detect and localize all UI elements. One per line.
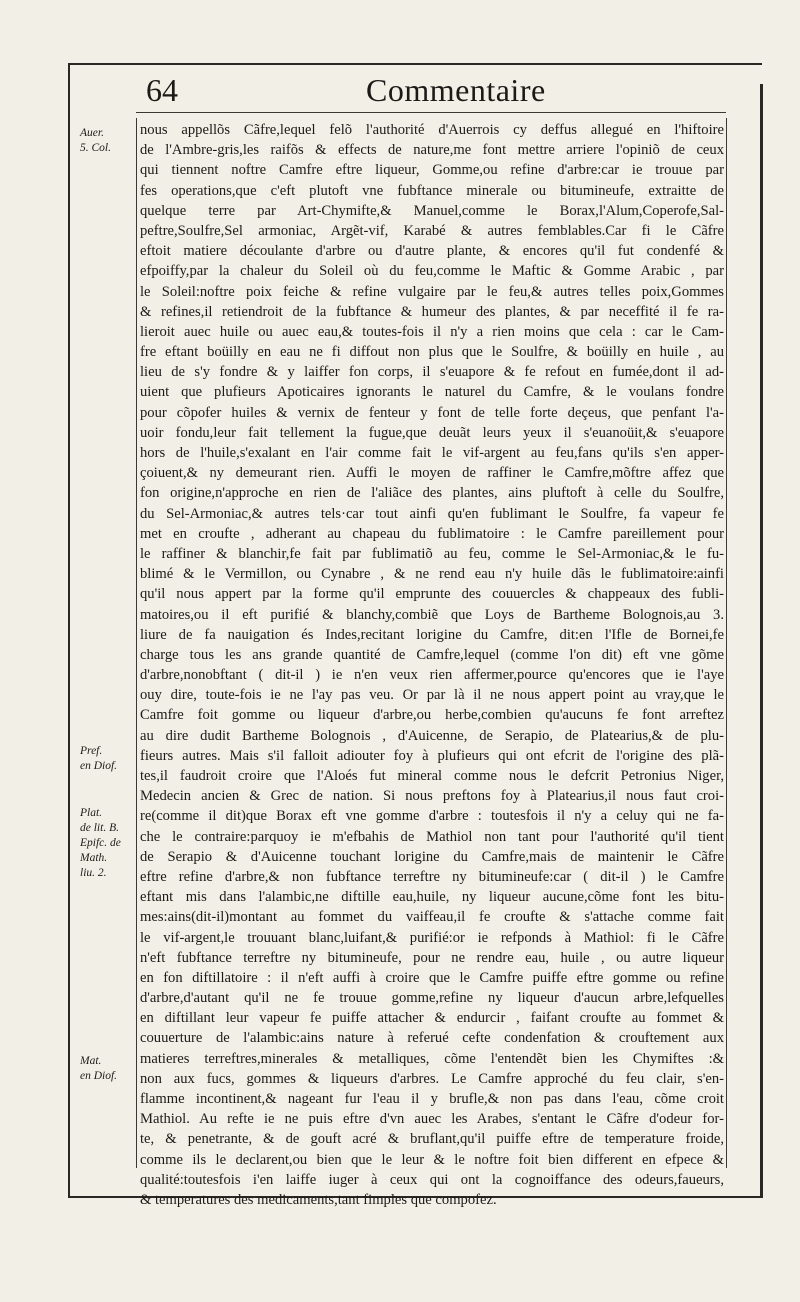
text-line: qu'il nous appert par la forme qu'il emprunte des couuercles & chappeaux des fubli-	[140, 586, 724, 603]
running-title: Commentaire	[366, 72, 546, 108]
text-line: non aux fucs, gommes & liqueurs d'arbres. Le Camfre approché du feu clair, s'en-	[140, 1070, 724, 1087]
margin-note-line: de lit. B.	[80, 822, 119, 834]
margin-note-line: Pref.	[80, 745, 103, 757]
text-line: pour cõpofer huiles & vernix de fenteur y font de telle forte deçeus, que penfant l'a-	[140, 404, 724, 421]
margin-note-line: Plat.	[80, 807, 103, 819]
text-block-rule-left	[136, 118, 137, 1168]
text-line: le raffiner & blanchir,fe fait par fublimatiõ au feu, comme le Sel-Armoniac,& le fu-	[140, 545, 724, 562]
text-line: che le contraire:parquoy ie m'efbahis de Mathiol non tant pour l'authorité qu'il tient	[140, 828, 724, 845]
text-line: fre eftant boüilly en eau ne fi diffout non plus que le Soulfre, & boüilly en huile , au	[140, 344, 724, 361]
page-number: 64	[146, 72, 178, 108]
text-line: flamme incontinent,& nageant fur l'eau il y brufle,& non pas dans l'eau, cõme croit	[140, 1091, 724, 1107]
text-line: en diftillant leur vapeur fe puiffe attacher & endurcir , faifant croufte au fommet &	[140, 1010, 724, 1027]
text-block-rule-right	[726, 118, 727, 1168]
margin-note-line: Auer.	[80, 127, 104, 139]
margin-note-mat	[80, 1054, 134, 1084]
frame-rule-right	[760, 84, 763, 1198]
text-line: fieurs autres. Mais s'il falloit adiouter foy à plufieurs qui ont efcrit de l'origine des plã-	[140, 747, 724, 764]
commentary-text-block	[140, 120, 724, 1210]
text-line: d'arbre,nonobftant ( dit-il ) ie n'en veux rien affermer,pource qu'encores que ie l'aye	[140, 667, 724, 684]
text-line: qui tiennent noftre Camfre eftre liqueur, Gomme,ou refine d'arbre:car ie trouue par	[140, 162, 724, 179]
text-line: Medecin ancien & Grec de nation. Si nous preftons foy à Platearius,il nous faut croi-	[140, 788, 724, 805]
text-line: du Sel-Armoniac,& autres tels·car tout ainfi qu'en fublimant le Soulfre, fa vapeur fe	[140, 505, 724, 522]
text-line: met en croufte , adherant au chapeau du fublimatoire : le Camfre pareillement pour	[140, 525, 724, 542]
text-line: te, & penetrante, & de gouft acré & bruflant,qu'il puiffe eftre de temperature froide,	[140, 1131, 724, 1148]
text-line: de Serapio & d'Auicenne touchant lorigine du Camfre,mais de maintenir le Cãfre	[140, 848, 724, 865]
text-line: efpoiffy,par la chaleur du Soleil où du feu,comme le Maftic & Gomme Arabic , par	[140, 263, 724, 280]
text-line: eftant mis dans l'alambic,ne diftille eau,huile, ny liqueur aucune,cõme font les bitu-	[140, 889, 724, 906]
text-line: de l'Ambre-gris,les raifõs & effects de nature,me font mettre arriere l'opiniõ de ceux	[140, 142, 724, 159]
text-line: & temperatures des medicaments,tant fimples que compofez.	[140, 1191, 497, 1208]
margin-note-line: liu. 2.	[80, 867, 107, 879]
text-line: eftoit matiere découlante d'arbre ou d'autre plante, & encores qu'il fut condenfé &	[140, 243, 724, 260]
margin-note-pref	[80, 744, 134, 774]
margin-note-line: Math.	[80, 852, 108, 864]
text-line: mes:ains(dit-il)montant au fommet du vaiffeau,il fe croufte & s'attache comme fait	[140, 909, 724, 926]
text-line: matieres terreftres,minerales & metalliques, cõme l'entendẽt bien les Chymiftes :&	[140, 1050, 724, 1067]
text-line: d'arbre,d'autant qu'il ne fe trouue gomme,refine ny liqueur d'aucun arbre,lefquelles	[140, 990, 724, 1007]
text-line: hors de l'huile,s'exalant en l'air comme fait le vif-argent au feu,fans qu'ils s'en apper-	[140, 445, 724, 461]
text-line: comme ils le declarent,ou bien que le leur & le noftre foit bien different en efpece &	[140, 1151, 724, 1168]
text-line: au dire dudit Bartheme Bolognois , d'Auicenne, de Serapio, de Platearius,& de plu-	[140, 727, 724, 744]
text-line: blimé & le Vermillon, ou Cynabre , & ne rend eau n'y huile dãs le fublimatoire:ainfi	[140, 566, 724, 583]
frame-rule-top	[68, 63, 762, 65]
margin-note-line: 5. Col.	[80, 142, 111, 154]
margin-note-auer	[80, 126, 134, 156]
text-line: fes operations,que c'eft plutoft vne fubftance minerale ou bitumineufe, extraitte de	[140, 182, 724, 199]
margin-note-plat	[80, 806, 134, 881]
margin-note-line: en Diof.	[80, 760, 118, 772]
text-line: Camfre foit gomme ou liqueur d'arbre,ou herbe,combien qu'aucuns fe font arreftez	[140, 707, 724, 724]
text-line: ouy dire, toute-fois ie ne l'ay pas veu. Or par là il ne nous appert point au vray,que le	[140, 687, 724, 704]
text-line: le Soleil:noftre poix feiche & refine vulgaire par le feu,& autres telles poix,Gommes	[140, 283, 724, 300]
text-line: çoiuent,& ny demeurant rien. Auffi le moyen de raffiner le Camfre,mõftre affez que	[140, 465, 724, 482]
text-line: peftre,Soulfre,Sel armoniac, Argẽt-vif, Karabé & autres femblables.Car fi le Cãfre	[140, 222, 724, 239]
text-line: eftre refine d'arbre,& non fubftance terreftre ny bitumineufe:car ( dit-il ) le Camfre	[140, 868, 724, 885]
text-line: couuerture de l'alambic:ains nature à referué cefte condenfation & crouftement aux	[140, 1030, 724, 1047]
text-line: lieu de s'y fondre & y laiffer fon corps, il s'euapore & fe refout en fumée,dont il ad-	[140, 364, 724, 381]
text-line: re(comme il dit)que Borax eft vne gomme d'arbre : toutesfois il n'y a celuy qui ne fa-	[140, 808, 724, 825]
text-line: matoires,ou il eft purifié & blanchy,combiẽ que Loys de Bartheme Bolognois,au 3.	[140, 606, 724, 623]
text-line: & refines,il retiendroit de la fubftance & humeur des plantes, & par neceffité il fe ra-	[140, 303, 724, 320]
text-line: tes,il faudroit croire que l'Aloés fut mineral comme nous le defcrit Petronius Niger,	[140, 768, 724, 784]
margin-note-line: Mat.	[80, 1055, 102, 1067]
frame-rule-left	[68, 63, 70, 1198]
text-line: liure de fa nauigation és Indes,recitant lorigine du Camfre, dit:en l'Ifle de Bornei,fe	[140, 626, 724, 643]
header-rule	[136, 112, 726, 113]
margin-note-line: en Diof.	[80, 1070, 118, 1082]
text-line: uient que plufieurs Apoticaires ignorants le naturel du Camfre, & le voulans fondre	[140, 384, 724, 401]
text-line: nous appellõs Cãfre,lequel felõ l'authorité d'Auerrois cy deffus allegué en l'hiftoire	[140, 122, 724, 138]
margin-note-line: Epifc. de	[80, 837, 121, 849]
text-line: en fon diftillatoire : il n'eft auffi à croire que le Camfre puiffe eftre gomme ou refine	[140, 969, 724, 986]
text-line: charge tous les ans grande quantité de Camfre,lequel (comme l'on dit) eft vne gõme	[140, 646, 724, 663]
text-line: uoir fondu,leur fait tellement la fugue,que deuãt leurs yeux il s'euanoüit,& s'euapore	[140, 424, 724, 441]
text-line: n'eft fubftance terreftre ny bitumineufe, pour ne rendre eau, huile , ou autre liqueur	[140, 949, 724, 966]
text-line: le vif-argent,le trouuant blanc,luifant,& purifié:or ie refponds à Mathiol: fi le Cãfre	[140, 929, 724, 946]
text-line: quelque terre par Art-Chymifte,& Manuel,comme le Borax,l'Alum,Coperofe,Sal-	[140, 202, 724, 219]
text-line: fon origine,n'approche en rien de l'aliãce des plantes, ains pluftoft à celle du Soulfre,	[140, 485, 724, 502]
text-line: lieroit auec huile ou auec eau,& toutes-fois il n'y a rien moins que cela : car le Cam-	[140, 323, 724, 340]
text-line: Mathiol. Au refte ie ne puis eftre d'vn auec les Arabes, s'entant le Cãfre d'odeur for-	[140, 1111, 724, 1128]
text-line: qualité:toutesfois i'en laiffe iuger à ceux qui ont la cognoiffance des odeurs,faueurs,	[140, 1171, 724, 1188]
